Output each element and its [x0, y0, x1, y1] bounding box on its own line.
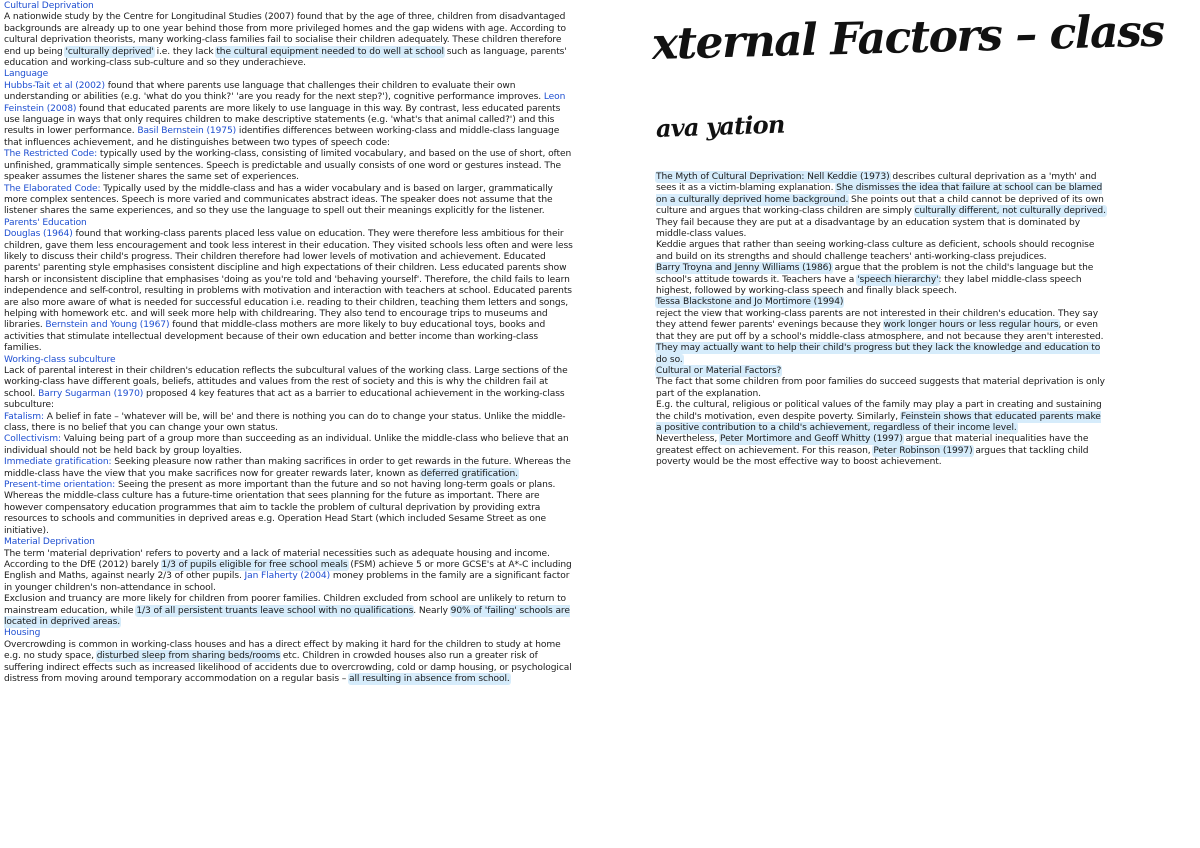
right-notes-column — [656, 172, 1108, 469]
right-paragraph — [656, 434, 1108, 468]
body-text: found that where parents use language that challenges their children to evaluate their own understanding or abilities (e.g. 'what do you think?' 'are you ready for the next step?'), cognitive performance improves. — [4, 80, 544, 103]
body-text: E.g. the cultural, religious or political values of the family may play a part in creating and sustaining the child's motivation, even despite poverty. Similarly, — [656, 400, 1102, 422]
highlighted-text: the cultural equipment needed to do well at school — [216, 46, 444, 57]
key-term: Leon Feinstein (2008) — [4, 92, 566, 114]
key-term: Barry Sugarman (1970) — [38, 388, 144, 399]
body-text: Lack of parental interest in their children's education reflects the subcultural values of the working class. Large sections of the working-class have different goals, beliefs, attitudes and values from the rest of society and this is why the children fail at school. — [4, 366, 568, 399]
body-text: . Nearly — [413, 605, 451, 616]
right-paragraph — [656, 240, 1108, 263]
highlighted-text: Tessa Blackstone and Jo Mortimore (1994) — [656, 297, 844, 308]
highlighted-text: Peter Mortimore and Geoff Whitty (1997) — [720, 434, 903, 445]
highlighted-text: 1/3 of all persistent truants leave school with no qualifications — [136, 605, 414, 616]
key-term: Immediate gratification: — [4, 457, 112, 468]
left-paragraph — [4, 457, 576, 480]
body-text: Exclusion and truancy are more likely for children from poorer families. Children excluded from school are unlikely to return to mainstream education, while — [4, 594, 567, 616]
left-section-heading — [4, 355, 576, 366]
key-term: Basil Bernstein (1975) — [137, 126, 237, 137]
body-text: reject the view that working-class parents are not interested in their children's education. They say they attend fewer parents' evenings because they — [656, 308, 1099, 331]
body-text: argue that material inequalities have the greatest effect on achievement. For this reason, — [656, 434, 1089, 456]
highlighted-text: 1/3 of pupils eligible for free school meals — [161, 559, 348, 570]
highlighted-text: 90% of 'failing' schools are located in deprived areas. — [4, 605, 570, 627]
key-term: The Elaborated Code: — [4, 183, 101, 194]
highlighted-text: deferred gratification. — [420, 468, 518, 479]
right-heading-text: Cultural or Material Factors? — [656, 365, 782, 376]
body-text: found that middle-class mothers are more likely to buy educational toys, books and activities that stimulate intellectual development because of their own education and better income than working-class families. — [4, 320, 546, 354]
body-text: , or even that they are put off by a school's middle-class atmosphere, and not because they aren't interested. — [656, 320, 1104, 342]
key-term: Present-time orientation: — [4, 480, 116, 491]
body-text: Valuing being part of a group more than succeeding as an individual. Unlike the middle-class who believe that an individual should not be held back by group loyalties. — [4, 434, 569, 456]
left-heading-text: Housing — [4, 628, 41, 639]
page-title: xternal Factors – class — [651, 5, 1165, 70]
left-section-heading — [4, 69, 576, 80]
left-paragraph — [4, 184, 576, 218]
left-section-heading — [4, 218, 576, 229]
body-text: proposed 4 key features that act as a barrier to educational achievement in the working-class subculture: — [4, 388, 565, 411]
right-paragraph — [656, 172, 1108, 218]
right-paragraph — [656, 400, 1108, 434]
body-text: identifies differences between working-class and middle-class language that influences achievement, and he distinguishes between two types of speech code: — [4, 126, 560, 148]
left-paragraph — [4, 560, 576, 594]
body-text: Typically used by the middle-class and has a wider vocabulary and is based on larger, grammatically more complex sentences. Speech is more varied and communicates abstract ideas. The speaker does not assume that the listener shares the same experiences, and so they use the language to spell out their meanings explicitly for the listener. — [4, 183, 553, 217]
body-text: argue that the problem is not the child's language but the school's attitude towards it. Teachers have a — [656, 263, 1094, 285]
body-text: Nevertheless, — [656, 434, 721, 445]
highlighted-text: culturally different, not culturally deprived. — [914, 206, 1106, 217]
left-paragraph — [4, 81, 576, 149]
key-term: Hubbs-Tait et al (2002) — [4, 80, 105, 91]
body-text: i.e. they lack — [153, 46, 217, 57]
body-text: According to the DfE (2012) barely — [4, 559, 162, 570]
body-text: Overcrowding is common in working-class houses and has a direct effect by making it hard for the children to study at home e.g. no study space, — [4, 639, 561, 662]
left-heading-text: Material Deprivation — [4, 537, 95, 548]
left-paragraph — [4, 12, 576, 69]
key-term: Douglas (1964) — [4, 229, 73, 240]
body-text: A belief in fate – 'whatever will be, will be' and there is nothing you can do to change your status. Unlike the middle-class, there is no belief that you can change your own status. — [4, 411, 566, 434]
key-term: The Restricted Code: — [4, 149, 98, 160]
left-section-heading — [4, 1, 576, 12]
body-text: They fail because they are put at a disadvantage by an education system that is dominated by middle-class values. — [656, 217, 1081, 240]
body-text: money problems in the family are a significant factor in younger children's non-attendance in school. — [4, 571, 570, 593]
right-section-heading — [656, 366, 1108, 377]
body-text: found that educated parents are more likely to use language in this way. By contrast, less educated parents use language in ways that only requires children to make descriptive statements (e.g. 'what's that animal called?') and this results in lower performance. — [4, 103, 561, 137]
body-text: such as language, parents' education and working-class sub-culture and so they underachieve. — [4, 46, 567, 69]
body-text: The term 'material deprivation' refers to poverty and a lack of material necessities such as adequate housing and income. — [4, 548, 550, 559]
body-text: etc. Children in crowded houses also run a greater risk of suffering indirect effects such as increased likelihood of accidents due to overcrowding, cold or damp housing, or psychological distress from moving around temporary accommodation on a regular basis – — [4, 651, 572, 684]
body-text: : they label middle-class speech highest, followed by working-class speech and finally black speech. — [656, 274, 1082, 297]
highlighted-text: She dismisses the idea that failure at school can be blamed on a culturally deprived home background. — [656, 183, 1103, 205]
left-heading-text: Language — [4, 69, 49, 80]
body-text: found that working-class parents placed less value on education. They were therefore less ambitious for their children, gave them less encouragement and took less interest in their education. They visited schools less often and were less likely to discuss their child's progress. Their children therefore had lower levels of motivation and achievement. Educated parents' parenting style emphasises consistent discipline and high expectations of their children. Less educated parents show harsh or inconsistent discipline that emphasises 'doing as you're told and 'behaving yourself'. Therefore, the child fails to learn independence and self-control, resulting in problems with motivation and interaction with teachers at school. Educated parents are also more aware of what is needed for successful education i.e. reading to their children, teaching them letters and songs, helping with homework etc. and will seek more help with childrearing. They also tend to encourage trips to museums and libraries. — [4, 229, 573, 331]
right-paragraph — [656, 377, 1108, 400]
body-text: The fact that some children from poor families do succeed suggests that material deprivation is only part of the explanation. — [656, 377, 1105, 399]
highlighted-text: The Myth of Cultural Deprivation: Nell Keddie (1973) — [656, 172, 890, 182]
left-paragraph — [4, 434, 576, 457]
right-paragraph — [656, 309, 1108, 366]
left-paragraph — [4, 412, 576, 435]
highlighted-text: Peter Robinson (1997) — [873, 445, 973, 456]
highlighted-text: all resulting in absence from school. — [348, 673, 510, 684]
left-paragraph — [4, 366, 576, 412]
body-text: Keddie argues that rather than seeing working-class culture as deficient, schools should recognise and build on its strengths and should challenge teachers' anti-working-class prejudices. — [656, 240, 1095, 262]
left-section-heading — [4, 537, 576, 548]
key-term: Collectivism: — [4, 434, 61, 445]
body-text: Seeing the present as more important than the future and so not having long-term goals or plans. Whereas the middle-class culture has a future-time orientation that sees planning for the future as important. There are however compensatory education programmes that aim to tackle the problem of cultural deprivation by providing extra resources to schools and communities in deprived areas e.g. Operation Head Start (which included Sesame Street as one initiative). — [4, 480, 556, 536]
section-subtitle: ava yation — [655, 109, 785, 143]
left-paragraph — [4, 480, 576, 537]
highlighted-text: They may actually want to help their child's progress but they lack the knowledge and education to do so. — [656, 343, 1101, 365]
right-paragraph — [656, 263, 1108, 297]
highlighted-text: Feinstein shows that educated parents make a positive contribution to a child's achievement, regardless of their income level. — [656, 411, 1101, 433]
left-heading-text: Cultural Deprivation — [4, 1, 94, 11]
body-text: describes cultural deprivation as a 'myth' and sees it as a victim-blaming explanation. — [656, 172, 1097, 194]
left-heading-text: Working-class subculture — [4, 354, 116, 365]
body-text: (FSM) achieve 5 or more GCSE's at A*-C including English and Maths, against nearly 2/3 of other pupils. — [4, 559, 572, 582]
left-paragraph — [4, 594, 576, 628]
key-term: Fatalism: — [4, 411, 44, 422]
left-notes-column — [4, 1, 576, 685]
highlighted-text: Barry Troyna and Jenny Williams (1986) — [656, 263, 832, 274]
left-paragraph — [4, 549, 576, 560]
key-term: Jan Flaherty (2004) — [244, 571, 331, 582]
body-text: Seeking pleasure now rather than making sacrifices in order to get rewards in the future. Whereas the middle-class have the view that you make sacrifices now for greater rewards later, known as — [4, 457, 571, 479]
key-term: Bernstein and Young (1967) — [45, 320, 170, 331]
left-paragraph — [4, 229, 576, 354]
body-text: She points out that a child cannot be deprived of its own culture and argues that working-class children are simply — [656, 194, 1104, 217]
left-paragraph — [4, 640, 576, 686]
right-paragraph — [656, 297, 1108, 308]
highlighted-text: 'culturally deprived' — [65, 46, 154, 57]
body-text: A nationwide study by the Centre for Longitudinal Studies (2007) found that by the age of three, children from disadvantaged backgrounds are already up to one year behind those from more privileged homes and the gap widens with age. According to cultural deprivation theorists, many working-class families fail to socialise their children adequately. These children therefore end up being — [4, 12, 567, 57]
left-section-heading — [4, 628, 576, 639]
right-paragraph — [656, 218, 1108, 241]
highlighted-text: disturbed sleep from sharing beds/rooms — [96, 651, 281, 662]
body-text: argues that tackling child poverty would be the most effective way to boost achievement. — [656, 445, 1089, 468]
left-paragraph — [4, 149, 576, 183]
highlighted-text: 'speech hierarchy' — [857, 274, 939, 285]
highlighted-text: work longer hours or less regular hours — [883, 320, 1059, 331]
body-text: typically used by the working-class, consisting of limited vocabulary, and based on the use of short, often unfinished, grammatically simple sentences. Speech is predictable and usually consists of one word or gestures instead. The speaker assumes the listener shares the same set of experiences. — [4, 149, 572, 183]
left-heading-text: Parents' Education — [4, 217, 87, 228]
